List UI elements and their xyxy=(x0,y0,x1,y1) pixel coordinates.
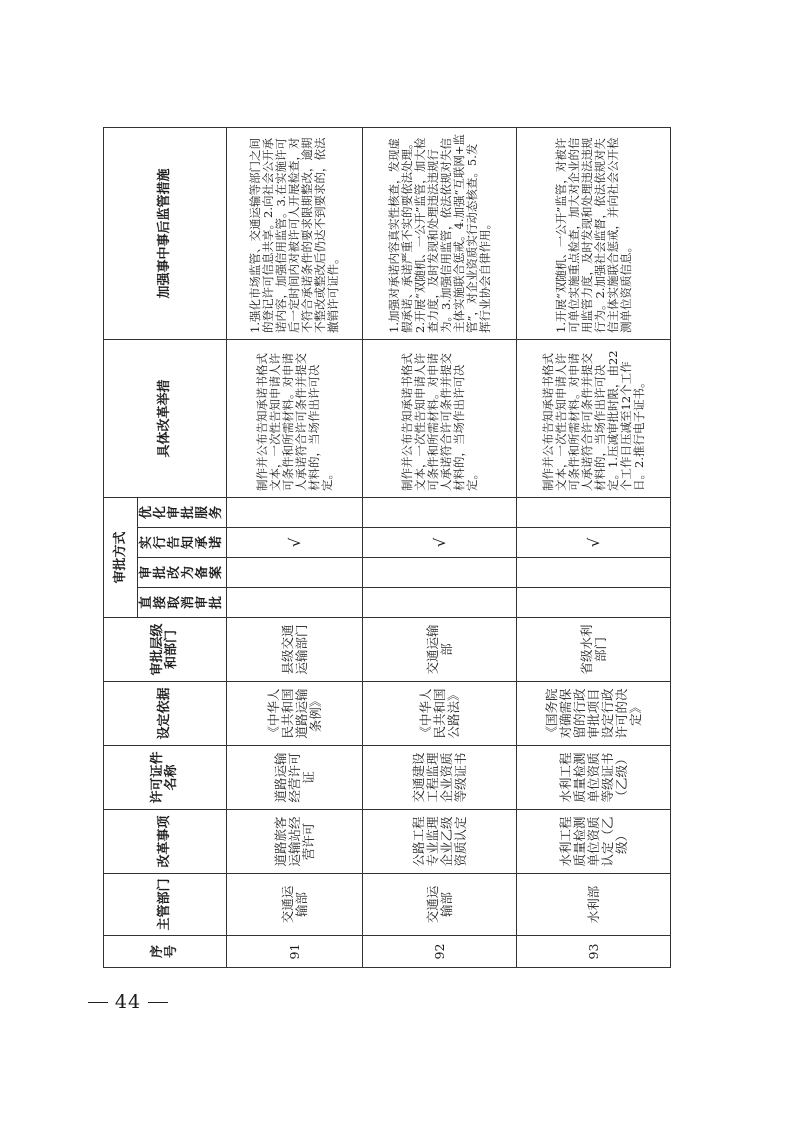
header-item: 改革事项 xyxy=(104,810,227,874)
header-basis: 设定依据 xyxy=(104,682,227,746)
cell-basis: 《中华人民共和国公路法》 xyxy=(363,682,517,746)
reform-items-table xyxy=(103,127,671,968)
cell-level: 省级水利部门 xyxy=(517,618,671,682)
cell-method-cancel xyxy=(363,588,517,618)
header-method-optimize: 优化审批服务 xyxy=(138,497,227,527)
cell-method-cancel xyxy=(517,588,671,618)
header-supervision: 加强事中事后监管措施 xyxy=(104,127,227,339)
cell-dept: 水利部 xyxy=(517,874,671,936)
header-seq: 序号 xyxy=(104,936,227,968)
page-number-left-dash xyxy=(88,1002,108,1003)
cell-seq: 91 xyxy=(227,936,363,968)
cell-license: 道路运输经营许可证 xyxy=(227,746,363,810)
cell-item: 道路旅客运输站经营许可 xyxy=(227,810,363,874)
cell-dept: 交通运输部 xyxy=(227,874,363,936)
table-header xyxy=(104,127,227,967)
table-row xyxy=(363,127,517,967)
cell-license: 水利工程质量检测单位资质等级证书（乙级） xyxy=(517,746,671,810)
cell-seq: 92 xyxy=(363,936,517,968)
header-license: 许可证件名称 xyxy=(104,746,227,810)
cell-method-notice-check: √ xyxy=(363,528,517,558)
cell-method-filing xyxy=(517,558,671,588)
cell-method-optimize xyxy=(227,497,363,527)
header-method-filing: 审批改为备案 xyxy=(138,558,227,588)
header-dept: 主管部门 xyxy=(104,874,227,936)
rotated-table-container xyxy=(103,128,671,968)
cell-method-notice-check: √ xyxy=(227,528,363,558)
cell-method-optimize xyxy=(517,497,671,527)
header-method-cancel: 直接取消审批 xyxy=(138,588,227,618)
cell-item: 水利工程质量检测单位资质认定（乙级） xyxy=(517,810,671,874)
cell-item: 公路工程专业监理企业乙级资质认定 xyxy=(363,810,517,874)
header-measures: 具体改革举措 xyxy=(104,339,227,497)
cell-measures: 制作并公布告知承诺书格式文本，一次性告知申请人许可条件和所需材料。对申请人承诺符合许可条件并提交材料的，当场作出许可决定。1.压减审批时限，由22个工作日压减至12个工作日。2.推行电子证书。 xyxy=(517,339,671,497)
cell-level: 县级交通运输部门 xyxy=(227,618,363,682)
cell-dept: 交通运输部 xyxy=(363,874,517,936)
cell-supervision: 1.加强对承诺内容真实性核查，发现虚假承诺、承诺严重不实的要依法处理。2.开展“双随机、一公开”监管，加大检查力度，及时发现和处理违法违规行为。3.加强信用监管，依法依规对失信主体实施联合惩戒。4.加强“互联网+监管”，对企业资质实行动态核查。5.发挥行业协会自律作用。 xyxy=(363,127,517,339)
cell-method-notice-check: √ xyxy=(517,528,671,558)
cell-supervision: 1.强化市场监管、交通运输等部门之间的登记许可信息共享。2.向社会公开承诺内容，加强信用监管。3.在实施许可后一定时间内对被许可人开展检查，对不符合承诺条件的要求限期整改，逾期不整改或整改后仍达不到要求的，依法撤销许可证件。 xyxy=(227,127,363,339)
cell-basis: 《中华人民共和国道路运输条例》 xyxy=(227,682,363,746)
table-row xyxy=(227,127,363,967)
header-method-group: 审批方式 xyxy=(104,497,138,617)
cell-method-filing xyxy=(363,558,517,588)
cell-level: 交通运输部 xyxy=(363,618,517,682)
cell-basis: 《国务院对确需保留的行政审批项目设定行政许可的决定》 xyxy=(517,682,671,746)
header-method-notice: 实行告知承诺 xyxy=(138,528,227,558)
page-number-right-dash xyxy=(148,1002,168,1003)
table-body xyxy=(227,127,671,967)
cell-supervision: 1.开展“双随机、一公开”监管，对被许可单位实施重点检查，加大对企业的信用监管力度，及时发现和处理违法违规行为。2.加强社会监督，依法依规对失信主体实施联合惩戒，并向社会公开检测单位资质信息。 xyxy=(517,127,671,339)
header-level: 审批层级和部门 xyxy=(104,618,227,682)
cell-seq: 93 xyxy=(517,936,671,968)
cell-measures: 制作并公布告知承诺书格式文本，一次性告知申请人许可条件和所需材料。对申请人承诺符合许可条件并提交材料的，当场作出许可决定。 xyxy=(227,339,363,497)
table-row xyxy=(517,127,671,967)
cell-method-optimize xyxy=(363,497,517,527)
cell-measures: 制作并公布告知承诺书格式文本，一次性告知申请人许可条件和所需材料。对申请人承诺符合许可条件并提交材料的，当场作出许可决定。 xyxy=(363,339,517,497)
cell-license: 交通建设工程监理企业资质等级证书 xyxy=(363,746,517,810)
page-number-text: 44 xyxy=(114,991,142,1013)
cell-method-cancel xyxy=(227,588,363,618)
page-number xyxy=(88,982,168,1022)
cell-method-filing xyxy=(227,558,363,588)
